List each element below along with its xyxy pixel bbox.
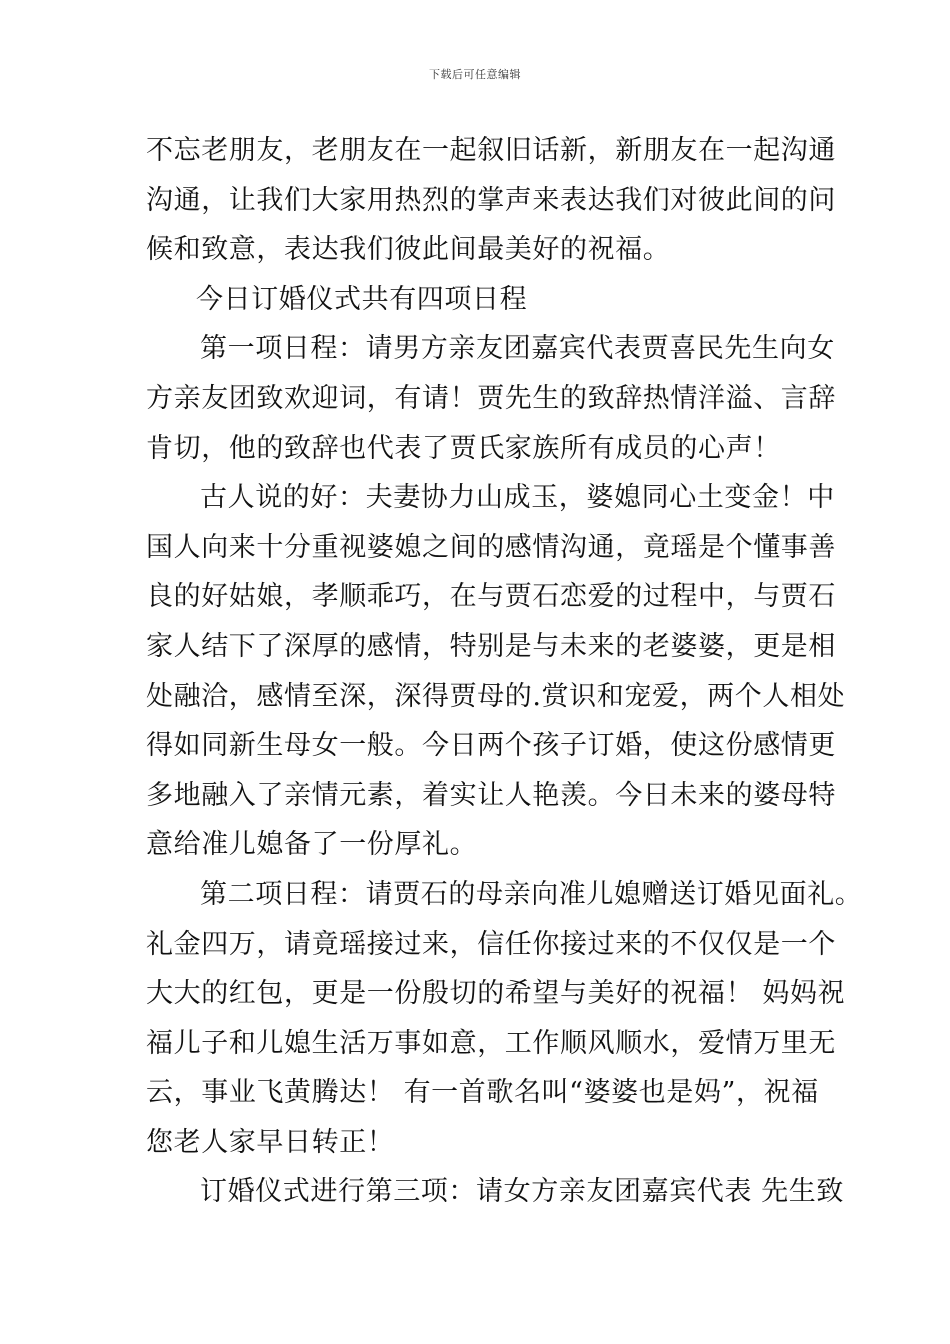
text-line: 意给准儿媳备了一份厚礼。 — [146, 829, 478, 861]
text-line: 第一项日程：请男方亲友团嘉宾代表贾喜民先生向女 — [200, 333, 835, 365]
page-header-note: 下载后可任意编辑 — [429, 68, 521, 81]
text-line: 肯切，他的致辞也代表了贾氏家族所有成员的心声！ — [146, 432, 781, 464]
text-line: 候和致意，表达我们彼此间最美好的祝福。 — [146, 234, 671, 266]
text-line: 处融洽，感情至深，深得贾母的.赏识和宠爱，两个人相处 — [146, 680, 846, 712]
text-line: 第二项日程：请贾石的母亲向准儿媳赠送订婚见面礼。 — [200, 878, 863, 910]
text-line: 良的好姑娘，孝顺乖巧，在与贾石恋爱的过程中，与贾石 — [146, 581, 836, 613]
text-line: 沟通，让我们大家用热烈的掌声来表达我们对彼此间的问 — [146, 184, 836, 216]
text-line: 得如同新生母女一般。今日两个孩子订婚，使这份感情更 — [146, 730, 836, 762]
text-line: 家人结下了深厚的感情，特别是与未来的老婆婆，更是相 — [146, 630, 836, 662]
text-line: 云，事业飞黄腾达！ 有一首歌名叫“婆婆也是妈”，祝福 — [146, 1077, 819, 1109]
text-line: 大大的红包，更是一份殷切的希望与美好的祝福！ 妈妈祝 — [146, 978, 846, 1010]
text-line: 国人向来十分重视婆媳之间的感情沟通，竟瑶是个懂事善 — [146, 531, 836, 563]
text-line: 不忘老朋友，老朋友在一起叙旧话新，新朋友在一起沟通 — [146, 135, 836, 166]
text-line: 方亲友团致欢迎词，有请！贾先生的致辞热情洋溢、言辞 — [146, 382, 836, 414]
text-line: 福儿子和儿媳生活万事如意，工作顺风顺水，爱情万里无 — [146, 1027, 836, 1059]
text-line: 多地融入了亲情元素，着实让人艳羡。今日未来的婆母特 — [146, 779, 836, 811]
text-line: 古人说的好：夫妻协力山成玉，婆媳同心土变金！中 — [200, 482, 835, 514]
text-line: 您老人家早日转正！ — [146, 1126, 395, 1158]
text-line: 订婚仪式进行第三项：请女方亲友团嘉宾代表 先生致 — [200, 1176, 844, 1208]
document-body — [146, 126, 863, 1217]
text-line: 今日订婚仪式共有四项日程 — [196, 283, 528, 315]
text-line: 礼金四万，请竟瑶接过来，信任你接过来的不仅仅是一个 — [146, 928, 836, 960]
